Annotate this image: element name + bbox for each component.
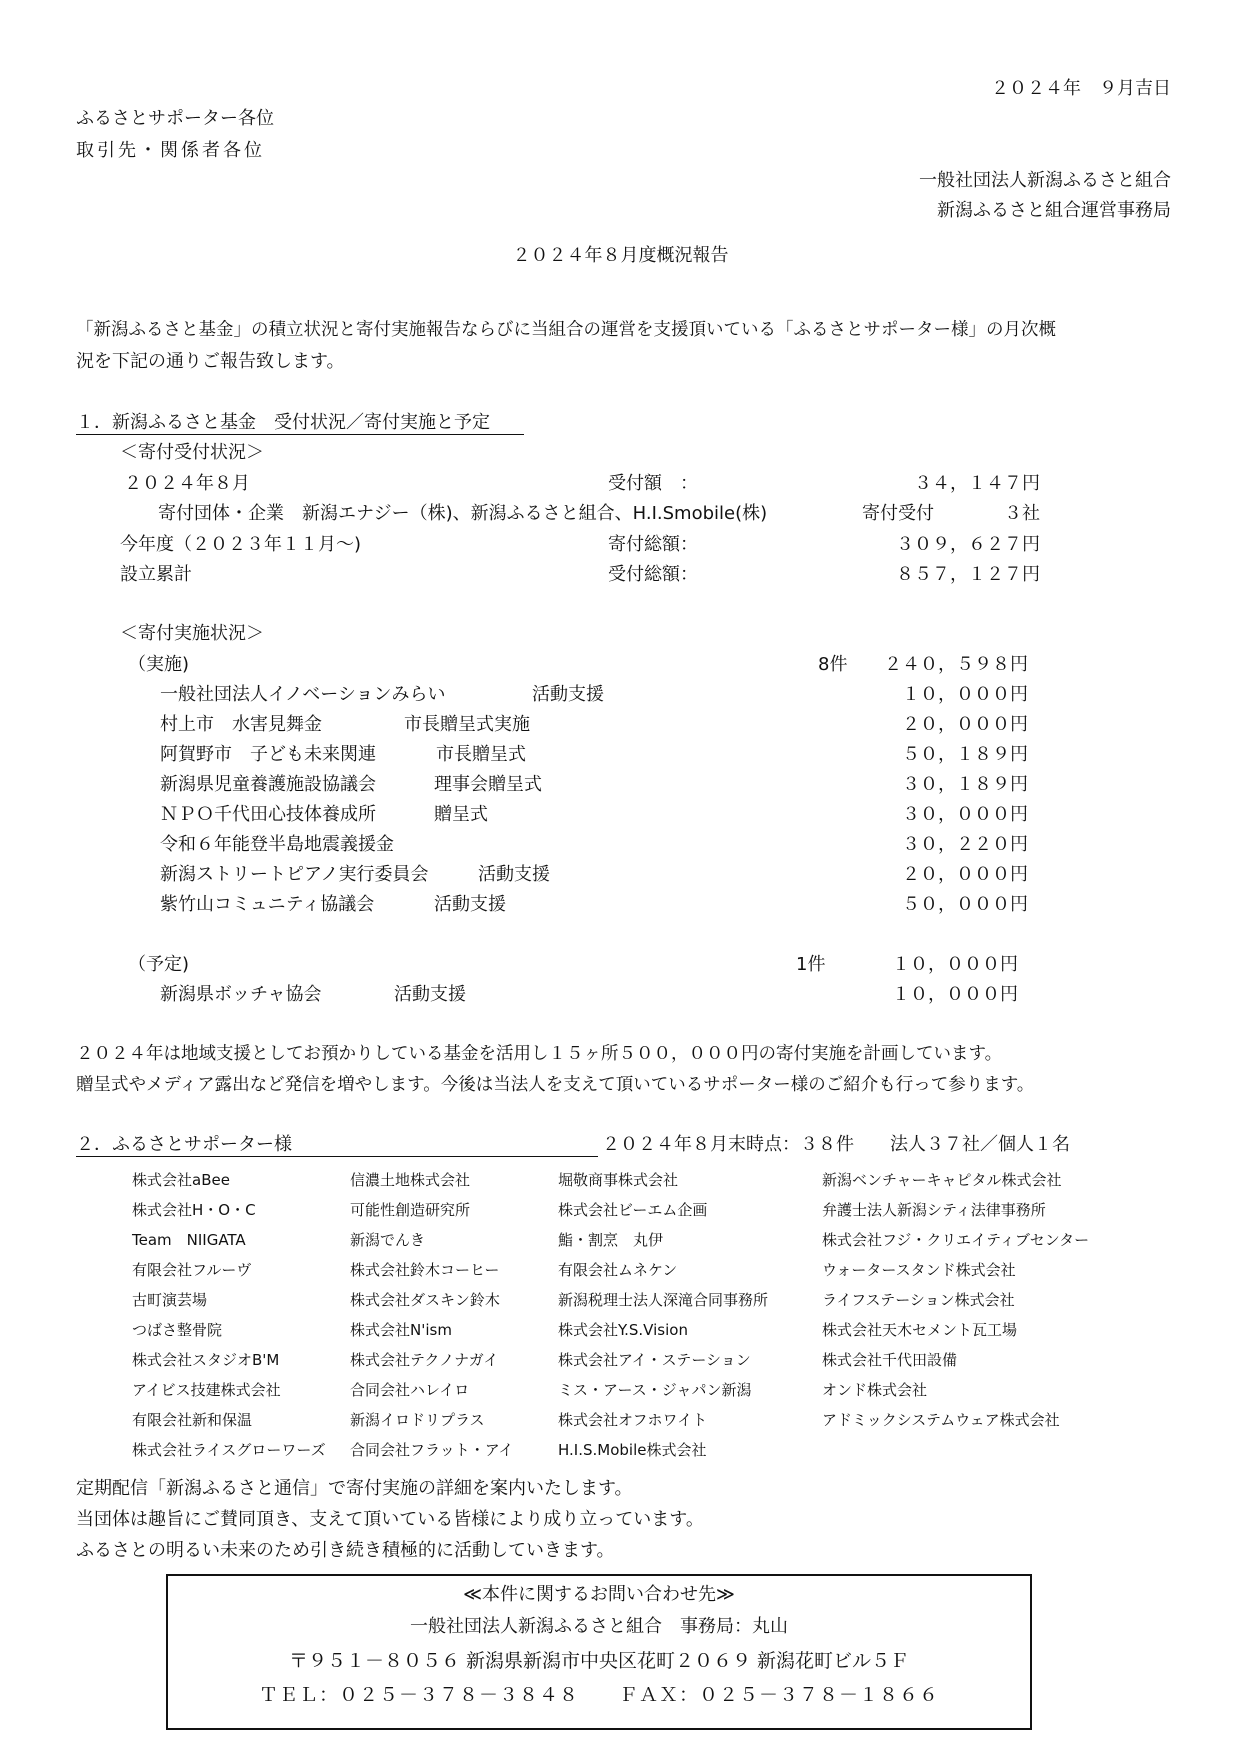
donation-amount: ３０，１８９円 — [902, 774, 1028, 795]
donation-amount: ５０，１８９円 — [902, 744, 1028, 765]
recipient-line: 取引先・関係者各位 — [76, 140, 265, 161]
donation-amount: ３０，０００円 — [902, 804, 1028, 825]
supporter-name: 合同会社ハレイロ — [350, 1381, 470, 1399]
supporter-name: 株式会社ライスグローワーズ — [132, 1441, 326, 1459]
year-amount: ３０９，６２７円 — [896, 534, 1040, 555]
contact-box — [166, 1574, 1032, 1730]
receipt-heading: ＜寄付受付状況＞ — [120, 442, 264, 463]
donation-purpose: 活動支援 — [434, 894, 506, 915]
donation-amount: ５０，０００円 — [902, 894, 1028, 915]
donation-amount: ３０，２２０円 — [902, 834, 1028, 855]
supporter-name: 新潟ベンチャーキャピタル株式会社 — [822, 1171, 1062, 1189]
section2-heading: ２．ふるさとサポーター様 — [76, 1136, 598, 1157]
supporter-name: 有限会社ムネケン — [558, 1261, 678, 1279]
closing-line: ふるさとの明るい未来のため引き続き積極的に活動していきます。 — [76, 1540, 615, 1561]
plan-count: 1件 — [796, 954, 826, 975]
planned-recipient: 新潟県ボッチャ協会 — [160, 984, 322, 1005]
intro-line: 「新潟ふるさと基金」の積立状況と寄付実施報告ならびに当組合の運営を支援頂いている「ふるさとサポーター様」の月次概 — [76, 320, 1056, 340]
supporter-name: 株式会社テクノナガイ — [350, 1351, 499, 1369]
supporter-column — [132, 1165, 326, 1465]
intro-line: 況を下記の通りご報告致します。 — [76, 351, 345, 372]
done-label: （実施) — [128, 654, 190, 675]
total-label: 設立累計 — [120, 564, 192, 585]
donation-amount: １０，０００円 — [902, 684, 1028, 705]
donation-recipient: 令和６年能登半島地震義援金 — [160, 834, 394, 855]
total-amount-label: 受付総額： — [608, 564, 698, 585]
supporter-name: 可能性創造研究所 — [350, 1201, 471, 1219]
month-amount-label: 受付額 ： — [608, 473, 698, 494]
supporter-name: 合同会社フラット・アイ — [350, 1441, 514, 1459]
supporter-name: 株式会社Y.S.Vision — [558, 1321, 688, 1339]
supporter-name: 有限会社フルーヴ — [132, 1261, 252, 1279]
document-title: ２０２４年８月度概況報告 — [512, 245, 729, 266]
supporter-status: ２０２４年８月末時点：３８件 法人３７社／個人１名 — [602, 1134, 1070, 1155]
supporter-name: 株式会社フジ・クリエイティブセンター — [822, 1231, 1090, 1249]
supporter-name: 株式会社ダスキン鈴木 — [350, 1291, 500, 1309]
donor-count: ３社 — [1004, 503, 1040, 524]
section1-note: 贈呈式やメディア露出など発信を増やします。今後は当法人を支えて頂いているサポーター様のご紹介も行って参ります。 — [76, 1075, 1035, 1095]
execution-heading: ＜寄付実施状況＞ — [120, 623, 264, 644]
donation-recipient: 一般社団法人イノベーションみらい — [160, 684, 446, 705]
supporter-name: 株式会社天木セメント瓦工場 — [822, 1321, 1018, 1339]
supporter-name: 堀敬商事株式会社 — [558, 1171, 679, 1189]
donation-amount: ２０，０００円 — [902, 714, 1028, 735]
supporter-column — [558, 1165, 768, 1465]
supporter-name: ミス・アース・ジャパン新潟 — [558, 1381, 752, 1399]
supporter-name: 株式会社N'ism — [350, 1321, 452, 1339]
donation-purpose: 市長贈呈式 — [436, 744, 526, 765]
donation-purpose: 活動支援 — [478, 864, 550, 885]
done-amount: ２４０，５９８円 — [884, 654, 1028, 675]
supporter-name: アイビス技建株式会社 — [132, 1381, 281, 1399]
donation-amount: ２０，０００円 — [902, 864, 1028, 885]
supporter-name: 株式会社H・O・C — [132, 1201, 256, 1219]
total-amount: ８５７，１２７円 — [896, 564, 1040, 585]
donation-recipient: 新潟ストリートピアノ実行委員会 — [160, 864, 429, 885]
donation-purpose: 贈呈式 — [434, 804, 488, 825]
donation-recipient: 紫竹山コミュニティ協議会 — [160, 894, 375, 915]
supporter-name: 株式会社千代田設備 — [822, 1351, 958, 1369]
supporter-name: 株式会社オフホワイト — [558, 1411, 708, 1429]
closing-line: 定期配信「新潟ふるさと通信」で寄付実施の詳細を案内いたします。 — [76, 1478, 633, 1499]
supporter-name: ウォータースタンド株式会社 — [822, 1261, 1016, 1279]
supporter-name: Team NIIGATA — [132, 1231, 246, 1249]
supporter-name: 有限会社新和保温 — [132, 1411, 253, 1429]
done-count: 8件 — [818, 654, 848, 675]
plan-amount: １０，０００円 — [892, 954, 1018, 975]
donation-recipient: 新潟県児童養護施設協議会 — [160, 774, 376, 795]
supporter-name: つばさ整骨院 — [132, 1321, 223, 1339]
recipient-line: ふるさとサポーター各位 — [76, 108, 274, 129]
year-label: 今年度（２０２３年１１月～) — [120, 534, 362, 555]
supporter-name: 鮨・割烹 丸伊 — [558, 1231, 664, 1249]
supporter-name: 新潟でんき — [350, 1231, 426, 1249]
contact-address: 〒９５１－８０５６ 新潟県新潟市中央区花町２０６９ 新潟花町ビル５Ｆ — [288, 1650, 910, 1672]
supporter-name: 古町演芸場 — [132, 1291, 208, 1309]
supporter-name: 新潟イロドリプラス — [350, 1411, 485, 1429]
donation-recipient: ＮＰＯ千代田心技体養成所 — [160, 804, 376, 825]
supporter-name: ライフステーション株式会社 — [822, 1291, 1015, 1309]
supporter-name: 新潟税理士法人深滝合同事務所 — [558, 1291, 769, 1309]
section1-note: ２０２４年は地域支援としてお預かりしている基金を活用し１５ヶ所５００，０００円の寄付実施を計画しています。 — [76, 1044, 1003, 1064]
month-amount: ３４，１４７円 — [914, 473, 1040, 494]
supporter-name: 株式会社鈴木コーヒー — [350, 1261, 500, 1279]
supporter-name: 株式会社ビーエム企画 — [558, 1201, 708, 1219]
supporter-name: 信濃土地株式会社 — [350, 1171, 471, 1189]
planned-amount: １０，０００円 — [892, 984, 1018, 1005]
sender-line: 一般社団法人新潟ふるさと組合 — [919, 170, 1171, 191]
supporter-name: アドミックシステムウェア株式会社 — [822, 1411, 1060, 1429]
donation-purpose: 活動支援 — [532, 684, 604, 705]
donation-recipient: 阿賀野市 子ども未来関連 — [160, 744, 376, 765]
document-date: ２０２４年 ９月吉日 — [991, 78, 1171, 99]
supporter-name: 株式会社アイ・ステーション — [558, 1351, 751, 1369]
donation-purpose: 市長贈呈式実施 — [404, 714, 530, 735]
contact-organization: 一般社団法人新潟ふるさと組合 事務局：丸山 — [410, 1616, 788, 1637]
month-label: ２０２４年８月 — [124, 473, 250, 494]
closing-line: 当団体は趣旨にご賛同頂き、支えて頂いている皆様により成り立っています。 — [76, 1509, 704, 1530]
plan-label: （予定) — [128, 954, 190, 975]
supporter-name: 株式会社スタジオB'M — [132, 1351, 280, 1369]
sender-line: 新潟ふるさと組合運営事務局 — [937, 200, 1171, 221]
supporter-name: オンド株式会社 — [822, 1381, 928, 1399]
planned-purpose: 活動支援 — [394, 984, 466, 1005]
section1-heading: １．新潟ふるさと基金 受付状況／寄付実施と予定 — [76, 414, 524, 435]
supporter-column — [350, 1165, 513, 1465]
year-amount-label: 寄付総額： — [608, 534, 698, 555]
donation-purpose: 理事会贈呈式 — [434, 774, 542, 795]
contact-phone-fax: ＴＥＬ：０２５－３７８－３８４８ ＦＡＸ：０２５－３７８－１８６６ — [258, 1684, 939, 1706]
supporter-name: 株式会社aBee — [132, 1171, 230, 1189]
supporter-column — [822, 1165, 1089, 1435]
supporter-name: H.I.S.Mobile株式会社 — [558, 1441, 707, 1459]
contact-heading: ≪本件に関するお問い合わせ先≫ — [463, 1584, 735, 1605]
donor-list: 寄付団体・企業 新潟エナジー（株)、新潟ふるさと組合、H.I.Smobile(株) — [158, 503, 768, 524]
donation-recipient: 村上市 水害見舞金 — [160, 714, 322, 735]
donor-count-label: 寄付受付 — [862, 503, 934, 524]
supporter-name: 弁護士法人新潟シティ法律事務所 — [822, 1201, 1046, 1219]
